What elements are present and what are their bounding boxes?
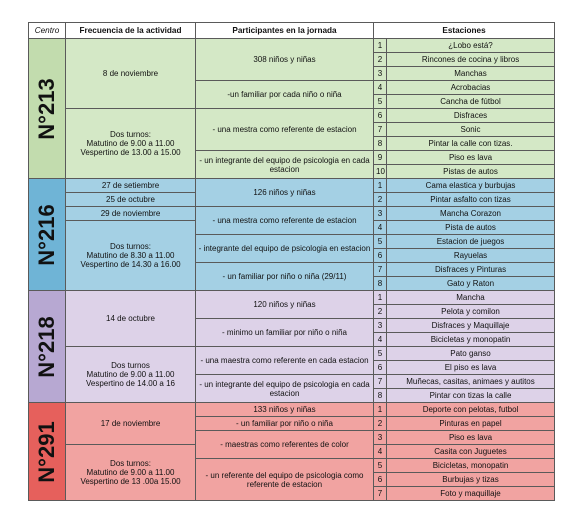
table-row xyxy=(29,403,555,417)
participantes-cell: - un familiar por niño o niña (29/11) xyxy=(196,263,374,291)
participantes-cell: 133 niños y niñas xyxy=(196,403,374,417)
participantes-cell: - minimo un familiar por niño o niña xyxy=(196,319,374,347)
station-number: 2 xyxy=(374,305,387,319)
station-name: Deporte con pelotas, futbol xyxy=(387,403,555,417)
table-row xyxy=(29,347,555,361)
station-number: 5 xyxy=(374,459,387,473)
station-name: Muñecas, casitas, animaes y autitos xyxy=(387,375,555,389)
station-number: 4 xyxy=(374,221,387,235)
station-name: Gato y Raton xyxy=(387,277,555,291)
station-number: 2 xyxy=(374,53,387,67)
center-label-cell xyxy=(29,39,66,179)
center-label: N°216 xyxy=(34,203,59,266)
station-number: 7 xyxy=(374,375,387,389)
participantes-cell: 308 niños y niñas xyxy=(196,39,374,81)
participantes-cell: - una mestra como referente de estacion xyxy=(196,109,374,151)
station-name: Cama elastica y burbujas xyxy=(387,179,555,193)
participantes-cell: - una maestra como referente en cada estacion xyxy=(196,347,374,375)
station-name: Pintar la calle con tizas. xyxy=(387,137,555,151)
station-number: 7 xyxy=(374,123,387,137)
station-name: Disfraces xyxy=(387,109,555,123)
participantes-cell: - un familiar por niño o niña xyxy=(196,417,374,431)
station-number: 3 xyxy=(374,319,387,333)
station-name: Rayuelas xyxy=(387,249,555,263)
participantes-cell: - un integrante del equipo de psicologia en cada estacion xyxy=(196,375,374,403)
station-name: Burbujas y tizas xyxy=(387,473,555,487)
station-name: ¿Lobo está? xyxy=(387,39,555,53)
table-row xyxy=(29,109,555,123)
station-number: 6 xyxy=(374,473,387,487)
station-number: 1 xyxy=(374,39,387,53)
station-name: Pelota y comilon xyxy=(387,305,555,319)
station-name: Pinturas en papel xyxy=(387,417,555,431)
station-number: 8 xyxy=(374,137,387,151)
station-number: 7 xyxy=(374,263,387,277)
station-name: Pato ganso xyxy=(387,347,555,361)
station-number: 9 xyxy=(374,151,387,165)
station-number: 1 xyxy=(374,291,387,305)
station-name: Sonic xyxy=(387,123,555,137)
center-label: N°218 xyxy=(34,315,59,378)
station-number: 5 xyxy=(374,95,387,109)
station-name: Casita con Juguetes xyxy=(387,445,555,459)
station-number: 2 xyxy=(374,417,387,431)
station-name: Bicicletas y monopatin xyxy=(387,333,555,347)
station-number: 3 xyxy=(374,207,387,221)
station-name: Acrobacias xyxy=(387,81,555,95)
header-frecuencia: Frecuencia de la actividad xyxy=(66,23,196,39)
station-number: 2 xyxy=(374,193,387,207)
station-number: 4 xyxy=(374,81,387,95)
frecuencia-cell: 17 de noviembre xyxy=(66,403,196,445)
station-number: 1 xyxy=(374,403,387,417)
station-number: 10 xyxy=(374,165,387,179)
participantes-cell: 120 niños y niñas xyxy=(196,291,374,319)
station-number: 5 xyxy=(374,347,387,361)
station-number: 6 xyxy=(374,109,387,123)
station-name: Disfraces y Pinturas xyxy=(387,263,555,277)
frecuencia-cell: 27 de setiembre xyxy=(66,179,196,193)
station-number: 8 xyxy=(374,389,387,403)
station-number: 4 xyxy=(374,445,387,459)
frecuencia-cell: Dos turnos Matutino de 9.00 a 11.00 Vespertino de 14.00 a 16 xyxy=(66,347,196,403)
table-body xyxy=(29,39,555,501)
station-number: 6 xyxy=(374,249,387,263)
station-name: Cancha de fútbol xyxy=(387,95,555,109)
station-name: Bicicletas, monopatin xyxy=(387,459,555,473)
center-label-cell xyxy=(29,179,66,291)
frecuencia-cell: 14 de octubre xyxy=(66,291,196,347)
participantes-cell: 126 niños y niñas xyxy=(196,179,374,207)
participantes-cell: - maestras como referentes de color xyxy=(196,431,374,459)
participantes-cell: -un familiar por cada niño o niña xyxy=(196,81,374,109)
station-name: Pintar con tizas la calle xyxy=(387,389,555,403)
station-name: Mancha xyxy=(387,291,555,305)
frecuencia-cell: 8 de noviembre xyxy=(66,39,196,109)
station-number: 6 xyxy=(374,361,387,375)
table-row xyxy=(29,39,555,53)
frecuencia-cell: 29 de noviembre xyxy=(66,207,196,221)
frecuencia-cell: Dos turnos: Matutino de 8.30 a 11.00 Vespertino de 14.30 a 16.00 xyxy=(66,221,196,291)
station-name: Piso es lava xyxy=(387,431,555,445)
frecuencia-cell: Dos turnos: Matutino de 9.00 a 11.00 Vespertino de 13.00 a 15.00 xyxy=(66,109,196,179)
center-label-cell xyxy=(29,403,66,501)
station-name: Piso es lava xyxy=(387,151,555,165)
activity-table xyxy=(28,22,555,501)
station-number: 5 xyxy=(374,235,387,249)
station-name: Mancha Corazon xyxy=(387,207,555,221)
participantes-cell: - integrante del equipo de psicologia en estacion xyxy=(196,235,374,263)
participantes-cell: - un referente del equipo de psicologia como referente de estacion xyxy=(196,459,374,501)
station-name: Manchas xyxy=(387,67,555,81)
center-label: N°213 xyxy=(34,77,59,140)
station-name: Foto y maquillaje xyxy=(387,487,555,501)
table-row xyxy=(29,291,555,305)
header-row xyxy=(29,23,555,39)
station-name: El piso es lava xyxy=(387,361,555,375)
frecuencia-cell: Dos turnos: Matutino de 9.00 a 11.00 Vespertino de 13 .00a 15.00 xyxy=(66,445,196,501)
frecuencia-cell: 25 de octubre xyxy=(66,193,196,207)
header-participantes: Participantes en la jornada xyxy=(196,23,374,39)
station-name: Pista de autos xyxy=(387,221,555,235)
table-row xyxy=(29,179,555,193)
header-estaciones: Estaciones xyxy=(374,23,555,39)
participantes-cell: - un integrante del equipo de psicologia en cada estacion xyxy=(196,151,374,179)
station-name: Disfraces y Maquillaje xyxy=(387,319,555,333)
station-name: Rincones de cocina y libros xyxy=(387,53,555,67)
center-label: N°291 xyxy=(34,420,59,483)
station-name: Pintar asfalto con tizas xyxy=(387,193,555,207)
station-name: Estacion de juegos xyxy=(387,235,555,249)
participantes-cell: - una mestra como referente de estacion xyxy=(196,207,374,235)
station-number: 1 xyxy=(374,179,387,193)
station-number: 8 xyxy=(374,277,387,291)
station-number: 4 xyxy=(374,333,387,347)
station-number: 3 xyxy=(374,431,387,445)
table-row xyxy=(29,207,555,221)
activity-table-sheet xyxy=(28,22,555,501)
station-number: 3 xyxy=(374,67,387,81)
center-label-cell xyxy=(29,291,66,403)
header-centro: Centro xyxy=(29,23,66,39)
station-number: 7 xyxy=(374,487,387,501)
station-name: Pistas de autos xyxy=(387,165,555,179)
